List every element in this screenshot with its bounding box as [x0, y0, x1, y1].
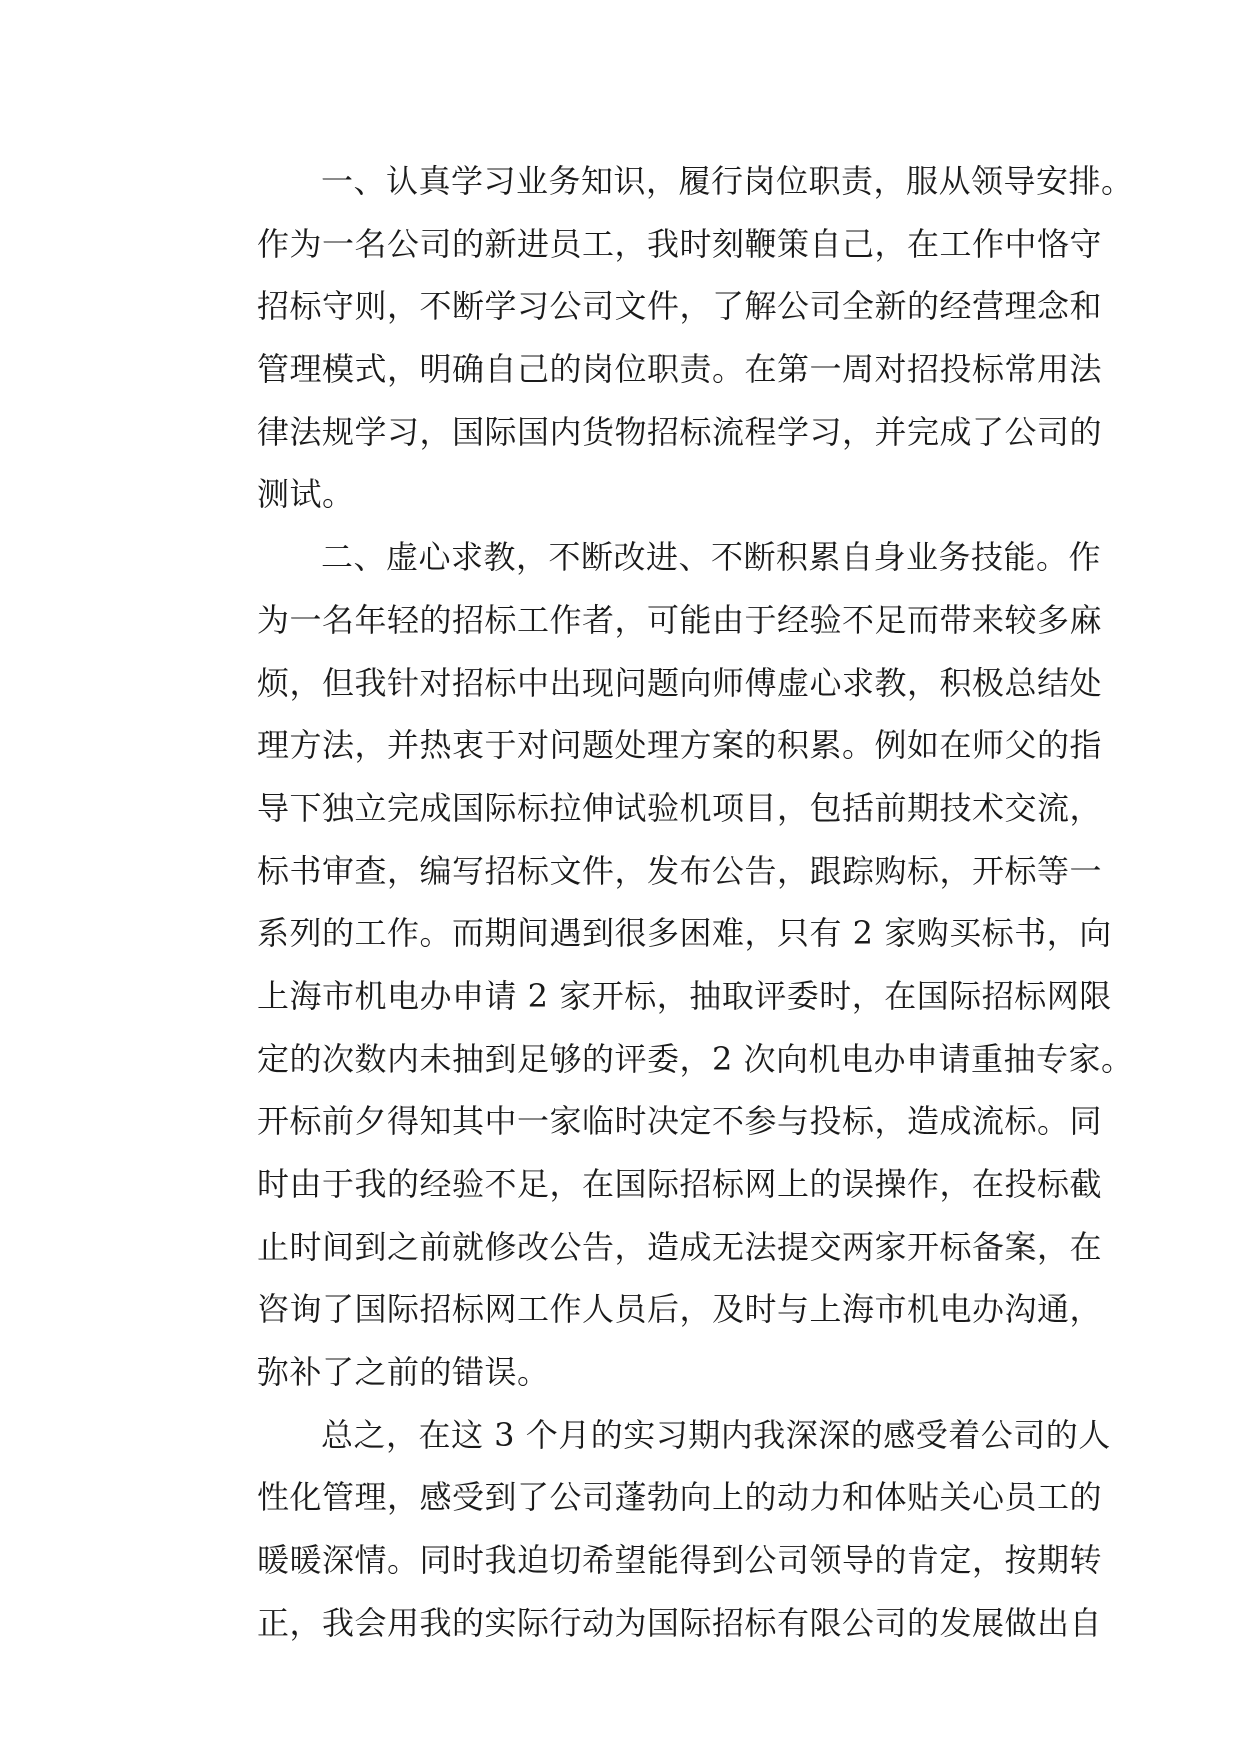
text-line: 时由于我的经验不足，在国际招标网上的误操作，在投标截 — [257, 1165, 1103, 1203]
text-line: 止时间到之前就修改公告，造成无法提交两家开标备案，在 — [257, 1227, 1103, 1266]
text-line: 理方法，并热衷于对问题处理方案的积累。例如在师父的指 — [257, 726, 1103, 765]
text-line: 招标守则，不断学习公司文件，了解公司全新的经营理念和 — [257, 287, 1103, 326]
text-line: 为一名年轻的招标工作者，可能由于经验不足而带来较多麻 — [257, 600, 1103, 639]
text-line: 作为一名公司的新进员工，我时刻鞭策自己，在工作中恪守 — [257, 224, 1103, 263]
text-line: 标书审查，编写招标文件，发布公告，跟踪购标，开标等一 — [257, 851, 1103, 890]
document-body — [193, 150, 1134, 1655]
text-line: 上海市机电办申请 2 家开标，抽取评委时，在国际招标网限 — [257, 976, 1112, 1015]
text-line: 一、认真学习业务知识，履行岗位职责，服从领导安排。 — [321, 162, 1134, 200]
text-line: 二、虚心求教，不断改进、不断积累自身业务技能。作 — [321, 538, 1102, 577]
text-line: 导下独立完成国际标拉伸试验机项目，包括前期技术交流， — [257, 788, 1103, 827]
text-line: 烦，但我针对招标中出现问题向师傅虚心求教，积极总结处 — [257, 663, 1103, 702]
paragraph-1 — [193, 150, 1134, 526]
paragraph-2 — [193, 526, 1134, 1404]
text-line: 性化管理，感受到了公司蓬勃向上的动力和体贴关心员工的 — [257, 1478, 1103, 1517]
text-line: 弥补了之前的错误。 — [257, 1353, 550, 1392]
paragraph-3 — [193, 1404, 1111, 1655]
text-line: 律法规学习，国际国内货物招标流程学习，并完成了公司的 — [257, 412, 1103, 451]
text-line: 开标前夕得知其中一家临时决定不参与投标，造成流标。同 — [257, 1102, 1103, 1141]
text-line: 管理模式，明确自己的岗位职责。在第一周对招投标常用法 — [257, 350, 1103, 389]
text-line: 测试。 — [257, 475, 355, 514]
text-line: 系列的工作。而期间遇到很多困难，只有 2 家购买标书，向 — [257, 914, 1112, 953]
text-line: 正，我会用我的实际行动为国际招标有限公司的发展做出自 — [257, 1603, 1103, 1642]
text-line: 咨询了国际招标网工作人员后，及时与上海市机电办沟通， — [257, 1290, 1103, 1329]
text-line: 定的次数内未抽到足够的评委，2 次向机电办申请重抽专家。 — [257, 1039, 1134, 1078]
text-line: 总之，在这 3 个月的实习期内我深深的感受着公司的人 — [321, 1415, 1111, 1454]
text-line: 暖暖深情。同时我迫切希望能得到公司领导的肯定，按期转 — [257, 1541, 1103, 1580]
